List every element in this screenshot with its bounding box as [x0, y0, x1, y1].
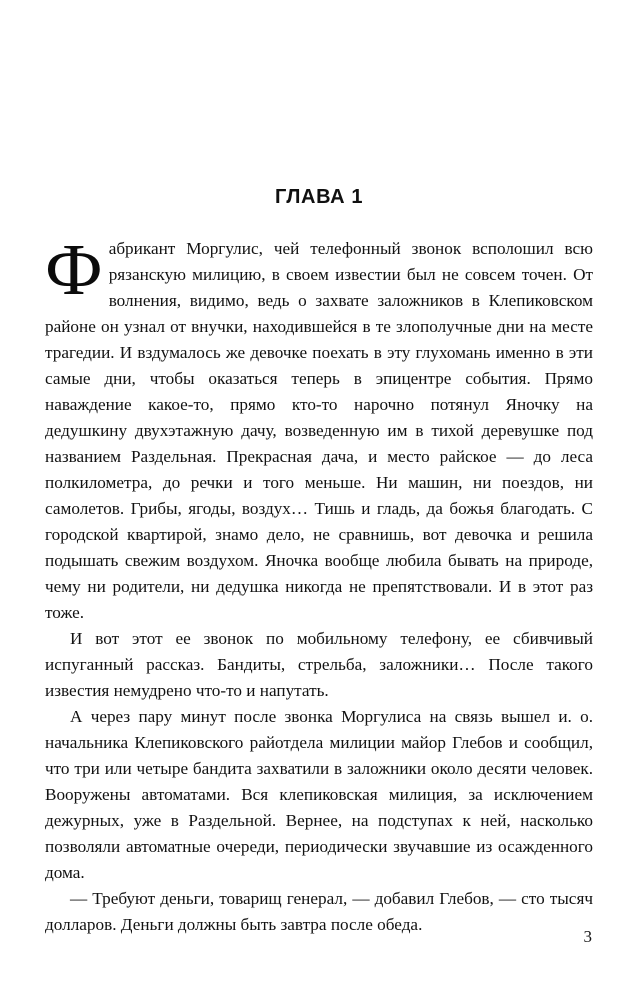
- paragraph-2-text: И вот этот ее звонок по мобильному телефону, ее сбивчивый испуганный рассказ. Бандиты, стрельба, заложники… После такого известия немудрено что-то и напутать.: [45, 629, 593, 700]
- body-text: [45, 229, 593, 938]
- chapter-title: ГЛАВА 1: [274, 186, 364, 208]
- paragraph-3-text: А через пару минут после звонка Моргулиса на связь вышел и. о. начальника Клепиковского райотдела милиции майор Глебов и сообщил, что три или четыре бандита захватили в заложники около десяти человек. Вооружены автоматами. Вся клепиковская милиция, за исключением дежурных, уже в Раздельной. Вернее, на подступах к ней, насколько позволяли автоматные очереди, периодически звучавшие из осажденного дома.: [45, 707, 593, 882]
- page-number: 3: [583, 927, 592, 946]
- paragraph-2: [45, 626, 593, 704]
- drop-cap: Ф: [45, 229, 103, 310]
- page-text-block: [45, 186, 593, 938]
- paragraph-1: [45, 229, 593, 626]
- paragraph-1-text: абрикант Моргулис, чей телефонный звонок всполошил всю рязанскую милицию, в своем известии был не совсем точен. От волнения, видимо, ведь о захвате заложников в Клепиковском районе он узнал от внучки, находившейся в те злополучные дни на месте трагедии. И вздумалось же девочке поехать в эту глухомань именно в эти самые дни, чтобы оказаться теперь в эпицентре события. Прямо наваждение какое-то, прямо кто-то нарочно потянул Яночку на дедушкину двухэтажную дачу, возведенную им в тихой деревушке под названием Раздельная. Прекрасная дача, и место райское — до леса полкилометра, до речки и того меньше. Ни машин, ни поездов, ни самолетов. Грибы, ягоды, воздух… Тишь и гладь, да божья благодать. С городской квартирой, знамо дело, не сравнишь, вот девочка и решила подышать свежим воздухом. Яночка вообще любила бывать на природе, чему ни родители, ни дедушка никогда не препятствовали. И в этот раз тоже.: [45, 239, 593, 622]
- paragraph-4-text: — Требуют деньги, товарищ генерал, — добавил Глебов, — сто тысяч долларов. Деньги должны быть завтра после обеда.: [45, 889, 593, 934]
- paragraph-4-dialogue: [45, 886, 593, 938]
- paragraph-3: [45, 704, 593, 886]
